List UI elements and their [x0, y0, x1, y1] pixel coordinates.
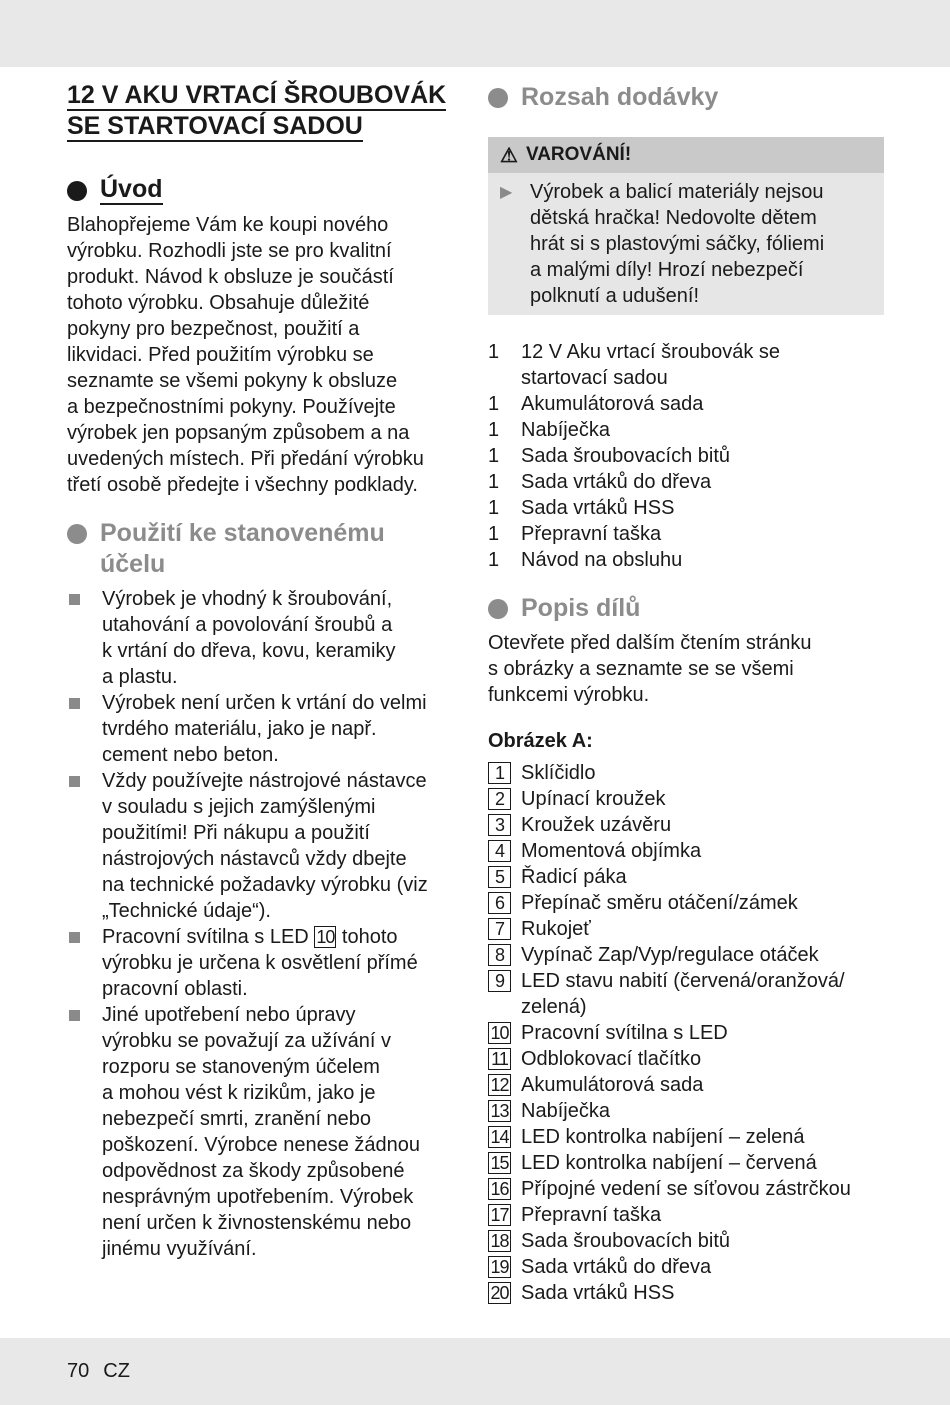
text-line: Odblokovací tlačítko — [521, 1048, 702, 1070]
list-item — [67, 586, 462, 690]
part-item — [488, 1176, 888, 1202]
text-line: Sada vrtáků do dřeva — [521, 471, 712, 493]
warning-text — [530, 179, 824, 309]
text-line: Řadicí páka — [521, 866, 627, 888]
part-number-box: 4 — [488, 840, 511, 862]
left-column — [67, 80, 462, 1262]
part-item — [488, 1254, 888, 1280]
part-label — [521, 942, 819, 968]
text-line: Sada šroubovacích bitů — [521, 1230, 731, 1252]
part-item — [488, 838, 888, 864]
text-line: zelená) — [521, 996, 587, 1018]
warning-title: VAROVÁNÍ! — [525, 144, 632, 165]
square-bullet-icon — [69, 698, 80, 709]
figure-label: Obrázek A: — [488, 730, 593, 752]
text-line: Jiné upotřebení nebo úpravy — [102, 1004, 356, 1026]
title-line-1: 12 V AKU VRTACÍ ŠROUBOVÁK — [67, 81, 447, 109]
text-line: Blahopřejeme Vám ke koupi nového — [67, 214, 389, 236]
list-item-text-start: Pracovní svítilna s LED — [102, 926, 315, 948]
text-line: Sklíčidlo — [521, 762, 596, 784]
bullet-dot-icon — [488, 88, 508, 108]
part-item — [488, 942, 888, 968]
part-label — [521, 968, 845, 1020]
list-item-text — [102, 1002, 420, 1262]
part-number-box: 11 — [488, 1048, 511, 1070]
text-line: Akumulátorová sada — [521, 1074, 704, 1096]
text-line: a bezpečnostními pokyny. Používejte — [67, 396, 396, 418]
delivery-item-label — [521, 469, 711, 495]
list-item-text — [102, 586, 395, 690]
delivery-heading — [488, 82, 888, 113]
text-line: uvedených místech. Při předání výrobku — [67, 448, 424, 470]
part-item — [488, 864, 888, 890]
text-line: likvidaci. Před použitím výrobku se — [67, 344, 374, 366]
text-line: „Technické údaje“). — [102, 900, 271, 922]
text-line: dětská hračka! Nedovolte dětem — [530, 207, 817, 229]
parts-heading — [488, 593, 888, 624]
delivery-item — [488, 417, 888, 443]
warning-header — [488, 137, 884, 173]
part-number-box: 18 — [488, 1230, 511, 1252]
text-line: Otevřete před dalším čtením stránku — [488, 632, 812, 654]
text-line: výrobku je určena k osvětlení přímé — [102, 952, 418, 974]
text-line: pracovní oblasti. — [102, 978, 248, 1000]
text-line: pokyny pro bezpečnost, použití a — [67, 318, 360, 340]
part-item — [488, 812, 888, 838]
part-item — [488, 1020, 888, 1046]
warning-triangle-icon: ⚠ — [500, 144, 518, 167]
list-item — [67, 924, 462, 1002]
part-number-box: 20 — [488, 1282, 511, 1304]
part-number-box: 5 — [488, 866, 511, 888]
text-line: utahování a povolování šroubů a — [102, 614, 393, 636]
square-bullet-icon — [69, 1010, 80, 1021]
list-item-text — [102, 768, 428, 924]
bullet-dot-icon — [67, 524, 87, 544]
list-item-text-rest — [102, 952, 418, 1000]
text-line: Upínací kroužek — [521, 788, 666, 810]
part-item — [488, 1228, 888, 1254]
text-line: produkt. Návod k obsluze je součástí — [67, 266, 394, 288]
delivery-item-label — [521, 495, 674, 521]
part-label — [521, 786, 666, 812]
bullet-dot-icon — [67, 181, 87, 201]
title-line-2: SE STARTOVACÍ SADOU — [67, 112, 363, 140]
text-line: Výrobek a balicí materiály nejsou — [530, 181, 824, 203]
intro-heading — [67, 175, 462, 205]
text-line: použitími! Při nákupu a použití — [102, 822, 370, 844]
list-item-text — [102, 690, 427, 768]
text-line: Sada vrtáků do dřeva — [521, 1256, 712, 1278]
text-line: Přípojné vedení se síťovou zástrčkou — [521, 1178, 851, 1200]
text-line: a mohou vést k rizikům, jako je — [102, 1082, 376, 1104]
text-line: s obrázky a seznamte se se všemi — [488, 658, 794, 680]
part-item — [488, 786, 888, 812]
part-number-box: 1 — [488, 762, 511, 784]
delivery-list — [488, 339, 888, 573]
part-label — [521, 760, 595, 786]
delivery-item-quantity: 1 — [488, 549, 500, 571]
document-title — [67, 80, 462, 142]
delivery-item — [488, 391, 888, 417]
delivery-item — [488, 339, 888, 391]
part-label — [521, 1150, 817, 1176]
part-number-box: 2 — [488, 788, 511, 810]
text-line: Vždy používejte nástrojové nástavce — [102, 770, 427, 792]
text-line: Přepravní taška — [521, 523, 662, 545]
text-line: Přepravní taška — [521, 1204, 662, 1226]
intro-heading-text: Úvod — [100, 175, 163, 203]
list-item — [67, 1002, 462, 1262]
list-item-text-end: tohoto — [336, 926, 398, 948]
part-number-box: 17 — [488, 1204, 511, 1226]
part-label — [521, 1124, 805, 1150]
parts-intro — [488, 630, 888, 708]
text-line: Nabíječka — [521, 1100, 610, 1122]
delivery-item-quantity: 1 — [488, 471, 500, 493]
parts-list — [488, 760, 888, 1306]
text-line: výrobku se považují za užívání v — [102, 1030, 392, 1052]
text-line: tohoto výrobku. Obsahuje důležité — [67, 292, 370, 314]
text-line: odpovědnost za škody způsobené — [102, 1160, 405, 1182]
delivery-item-quantity: 1 — [488, 393, 500, 415]
part-label — [521, 864, 627, 890]
part-label — [521, 1280, 674, 1306]
text-line: LED kontrolka nabíjení – červená — [521, 1152, 817, 1174]
delivery-item — [488, 443, 888, 469]
text-line: LED stavu nabití (červená/oranžová/ — [521, 970, 845, 992]
part-number-box: 19 — [488, 1256, 511, 1278]
text-line: k vrtání do dřeva, kovu, keramiky — [102, 640, 396, 662]
delivery-item-label — [521, 417, 610, 443]
text-line: Návod na obsluhu — [521, 549, 683, 571]
language-code: CZ — [103, 1360, 130, 1382]
delivery-heading-text: Rozsah dodávky — [521, 83, 719, 111]
page-number: 70 — [67, 1360, 90, 1382]
text-line: Pracovní svítilna s LED — [521, 1022, 728, 1044]
part-item — [488, 1150, 888, 1176]
delivery-item-quantity: 1 — [488, 419, 500, 441]
arrow-right-icon: ▶ — [500, 184, 513, 201]
text-line: Výrobek je vhodný k šroubování, — [102, 588, 393, 610]
part-number-box: 13 — [488, 1100, 511, 1122]
part-number-box: 7 — [488, 918, 511, 940]
intended-use-heading — [67, 518, 462, 580]
part-item — [488, 890, 888, 916]
part-label — [521, 838, 701, 864]
text-line: na technické požadavky výrobku (viz — [102, 874, 428, 896]
text-line: není určen k živnostenskému nebo — [102, 1212, 412, 1234]
part-label — [521, 890, 798, 916]
part-item — [488, 1280, 888, 1306]
text-line: Sada vrtáků HSS — [521, 1282, 675, 1304]
part-label — [521, 1202, 661, 1228]
text-line: funkcemi výrobku. — [488, 684, 650, 706]
part-label — [521, 1046, 701, 1072]
delivery-item-label — [521, 547, 682, 573]
part-number-box: 10 — [488, 1022, 511, 1044]
text-line: třetí osobě předejte i všechny podklady. — [67, 474, 418, 496]
text-line: Rukojeť — [521, 918, 591, 940]
text-line: Kroužek uzávěru — [521, 814, 672, 836]
parts-heading-text: Popis dílů — [521, 594, 641, 622]
delivery-item-quantity: 1 — [488, 341, 500, 363]
text-line: Výrobek není určen k vrtání do velmi — [102, 692, 427, 714]
part-number-box: 3 — [488, 814, 511, 836]
part-item — [488, 968, 888, 1020]
text-line: polknutí a udušení! — [530, 285, 700, 307]
text-line: výrobek jen popsaným způsobem a na — [67, 422, 410, 444]
text-line: výrobku. Rozhodli jste se pro kvalitní — [67, 240, 392, 262]
part-number-box: 6 — [488, 892, 511, 914]
delivery-item-label — [521, 391, 703, 417]
intro-paragraph — [67, 212, 462, 498]
text-line: jinému využívání. — [102, 1238, 257, 1260]
text-line: tvrdého materiálu, jako je např. — [102, 718, 377, 740]
part-item — [488, 1046, 888, 1072]
text-line: Přepínač směru otáčení/zámek — [521, 892, 798, 914]
bullet-dot-icon — [488, 599, 508, 619]
delivery-item-quantity: 1 — [488, 445, 500, 467]
part-label — [521, 1254, 711, 1280]
part-number-box: 15 — [488, 1152, 511, 1174]
text-line: Vypínač Zap/Vyp/regulace otáček — [521, 944, 819, 966]
text-line: rozporu se stanoveným účelem — [102, 1056, 380, 1078]
part-item — [488, 760, 888, 786]
square-bullet-icon — [69, 594, 80, 605]
delivery-item — [488, 521, 888, 547]
part-reference-box: 10 — [316, 927, 335, 947]
text-line: Nabíječka — [521, 419, 610, 441]
square-bullet-icon — [69, 932, 80, 943]
square-bullet-icon — [69, 776, 80, 787]
intended-use-heading-text — [100, 518, 385, 580]
intended-use-heading-line-1: Použití ke stanovenému — [100, 519, 385, 547]
intended-use-heading-line-2: účelu — [100, 550, 166, 578]
part-number-box: 14 — [488, 1126, 511, 1148]
text-line: LED kontrolka nabíjení – zelená — [521, 1126, 805, 1148]
list-item-text — [102, 924, 418, 1002]
delivery-item — [488, 547, 888, 573]
list-item — [67, 768, 462, 924]
part-number-box: 8 — [488, 944, 511, 966]
text-line: cement nebo beton. — [102, 744, 279, 766]
text-line: nesprávným upotřebením. Výrobek — [102, 1186, 414, 1208]
text-line: a malými díly! Hrozí nebezpečí — [530, 259, 804, 281]
part-label — [521, 1098, 610, 1124]
text-line: startovací sadou — [521, 367, 668, 389]
text-line: a plastu. — [102, 666, 178, 688]
delivery-item-quantity: 1 — [488, 523, 500, 545]
delivery-item-label — [521, 443, 730, 469]
part-label — [521, 1228, 730, 1254]
part-item — [488, 1098, 888, 1124]
text-line: poškození. Výrobce nenese žádnou — [102, 1134, 420, 1156]
part-label — [521, 812, 671, 838]
delivery-item — [488, 495, 888, 521]
right-column — [488, 80, 888, 1306]
delivery-item-label — [521, 521, 661, 547]
text-line: Sada vrtáků HSS — [521, 497, 675, 519]
part-label — [521, 1020, 728, 1046]
part-item — [488, 1202, 888, 1228]
part-item — [488, 1124, 888, 1150]
part-item — [488, 1072, 888, 1098]
part-label — [521, 1072, 703, 1098]
page-footer — [67, 1360, 144, 1383]
delivery-item-label — [521, 339, 780, 391]
delivery-item-quantity: 1 — [488, 497, 500, 519]
text-line: Akumulátorová sada — [521, 393, 704, 415]
part-number-box: 12 — [488, 1074, 511, 1096]
part-number-box: 16 — [488, 1178, 511, 1200]
text-line: nástrojových nástavců vždy dbejte — [102, 848, 407, 870]
list-item — [67, 690, 462, 768]
text-line: seznamte se všemi pokyny k obsluze — [67, 370, 398, 392]
intended-use-list — [67, 586, 462, 1262]
text-line: 12 V Aku vrtací šroubovák se — [521, 341, 781, 363]
text-line: v souladu s jejich zamýšlenými — [102, 796, 376, 818]
header-band — [0, 0, 950, 67]
text-line: hrát si s plastovými sáčky, fóliemi — [530, 233, 825, 255]
part-number-box: 9 — [488, 970, 511, 992]
part-label — [521, 1176, 851, 1202]
text-line: Sada šroubovacích bitů — [521, 445, 731, 467]
warning-box — [488, 137, 884, 315]
text-line: nebezpečí smrti, zranění nebo — [102, 1108, 372, 1130]
text-line: Momentová objímka — [521, 840, 702, 862]
delivery-item — [488, 469, 888, 495]
part-item — [488, 916, 888, 942]
warning-body — [488, 173, 884, 315]
part-label — [521, 916, 591, 942]
